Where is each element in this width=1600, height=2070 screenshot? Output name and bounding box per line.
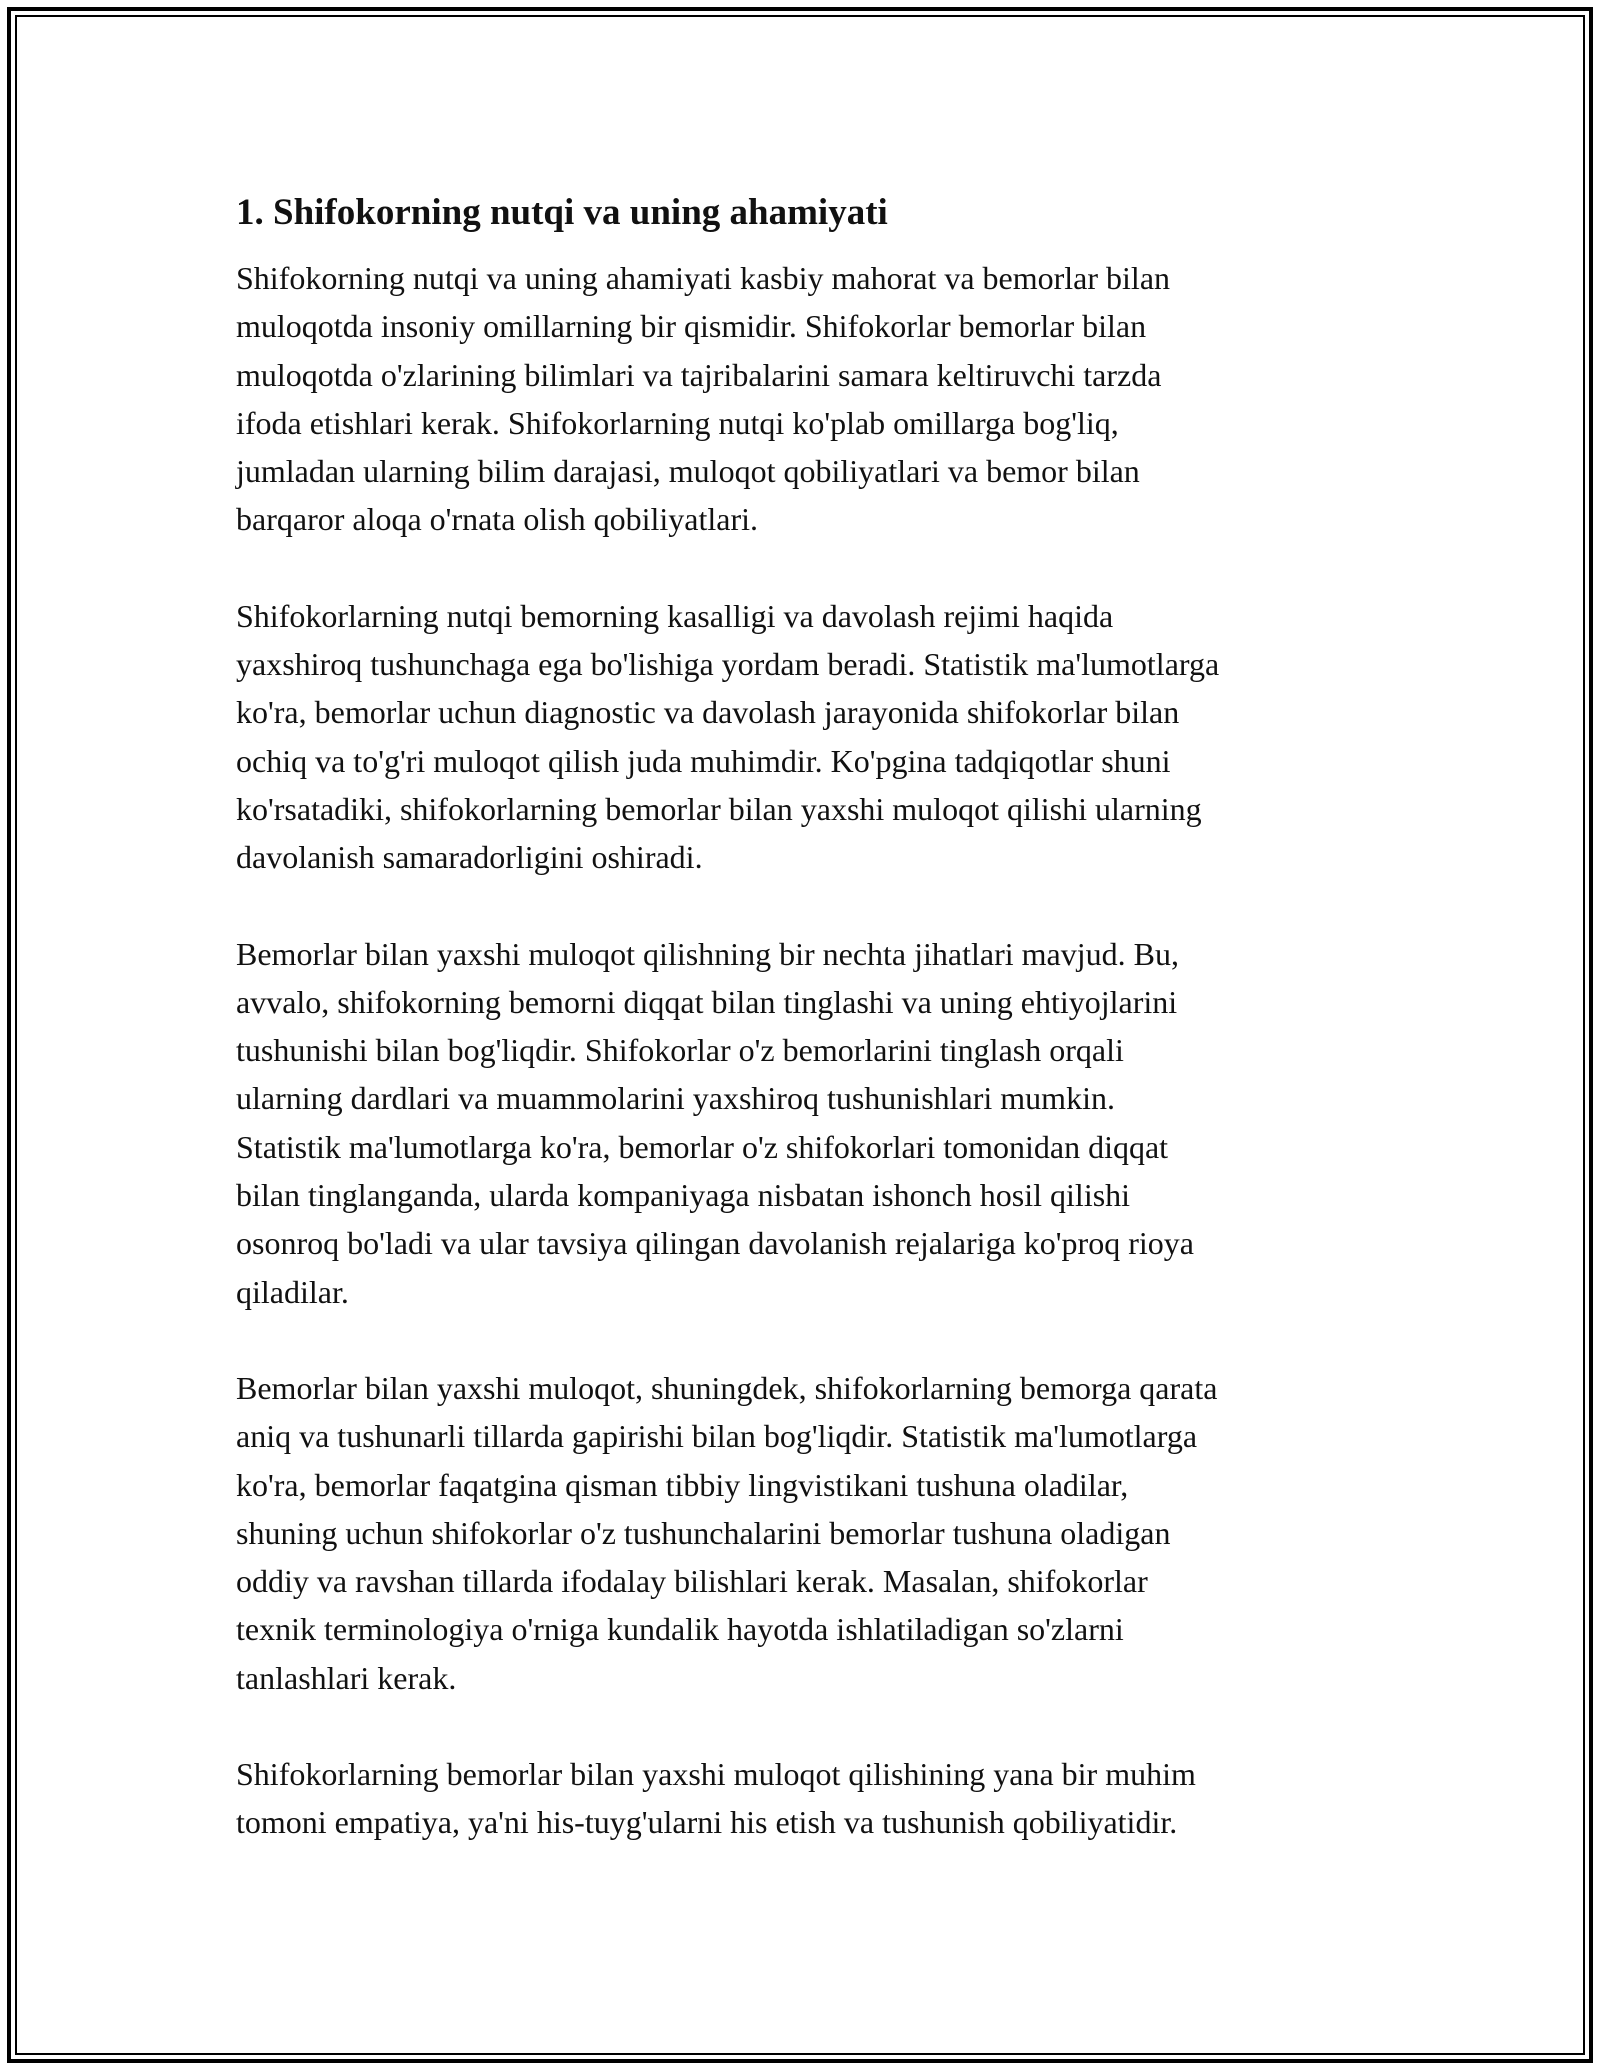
paragraph-3: Bemorlar bilan yaxshi muloqot qilishning bir nechta jihatlari mavjud. Bu, avvalo, shifokorning bemorni diqqat bilan tinglashi va uning ehtiyojlarini tushunishi bilan bog'liqdir. Shifokorlar o'z bemorlarini tinglash orqali ularning dardlari va muammolarini yaxshiroq tushunishlari mumkin. Statistik ma'lumotlarga ko'ra, bemorlar o'z shifokorlari tomonidan diqqat bilan tinglanganda, ularda kompaniyaga nisbatan ishonch hosil qilishi osonroq bo'ladi va ular tavsiya qilingan davolanish rejalariga ko'proq rioya qiladilar. <box>236 935 1194 1310</box>
paragraph-2: Shifokorlarning nutqi bemorning kasalligi va davolash rejimi haqida yaxshiroq tushunchaga ega bo'lishiga yordam beradi. Statistik ma'lumotlarga ko'ra, bemorlar uchun diagnostic va davolash jarayonida shifokorlar bilan ochiq va to'g'ri muloqot qilish juda muhimdir. Ko'pgina tadqiqotlar shuni ko'rsatadiki, shifokorlarning bemorlar bilan yaxshi muloqot qilishi ularning davolanish samaradorligini oshiradi. <box>236 597 1220 876</box>
document-body <box>236 188 1376 1895</box>
paragraph-1: Shifokorning nutqi va uning ahamiyati kasbiy mahorat va bemorlar bilan muloqotda insoniy omillarning bir qismidir. Shifokorlar bemorlar bilan muloqotda o'zlarining bilimlari va tajribalarini samara keltiruvchi tarzda ifoda etishlari kerak. Shifokorlarning nutqi ko'plab omillarga bog'liq, jumladan ularning bilim darajasi, muloqot qobiliyatlari va bemor bilan barqaror aloqa o'rnata olish qobiliyatlari. <box>236 260 1171 538</box>
paragraph-5: Shifokorlarning bemorlar bilan yaxshi muloqot qilishining yana bir muhim tomoni empatiya, ya'ni his-tuyg'ularni his etish va tushunish qobiliyatidir. <box>236 1756 1196 1841</box>
section-heading: 1. Shifokorning nutqi va uning ahamiyati <box>236 192 888 233</box>
paragraph-4: Bemorlar bilan yaxshi muloqot, shuningdek, shifokorlarning bemorga qarata aniq va tushunarli tillarda gapirishi bilan bog'liqdir. Statistik ma'lumotlarga ko'ra, bemorlar faqatgina qisman tibbiy lingvistikani tushuna oladilar, shuning uchun shifokorlar o'z tushunchalarini bemorlar tushuna oladigan oddiy va ravshan tillarda ifodalay bilishlari kerak. Masalan, shifokorlar texnik terminologiya o'rniga kundalik hayotda ishlatiladigan so'zlarni tanlashlari kerak. <box>236 1369 1218 1696</box>
